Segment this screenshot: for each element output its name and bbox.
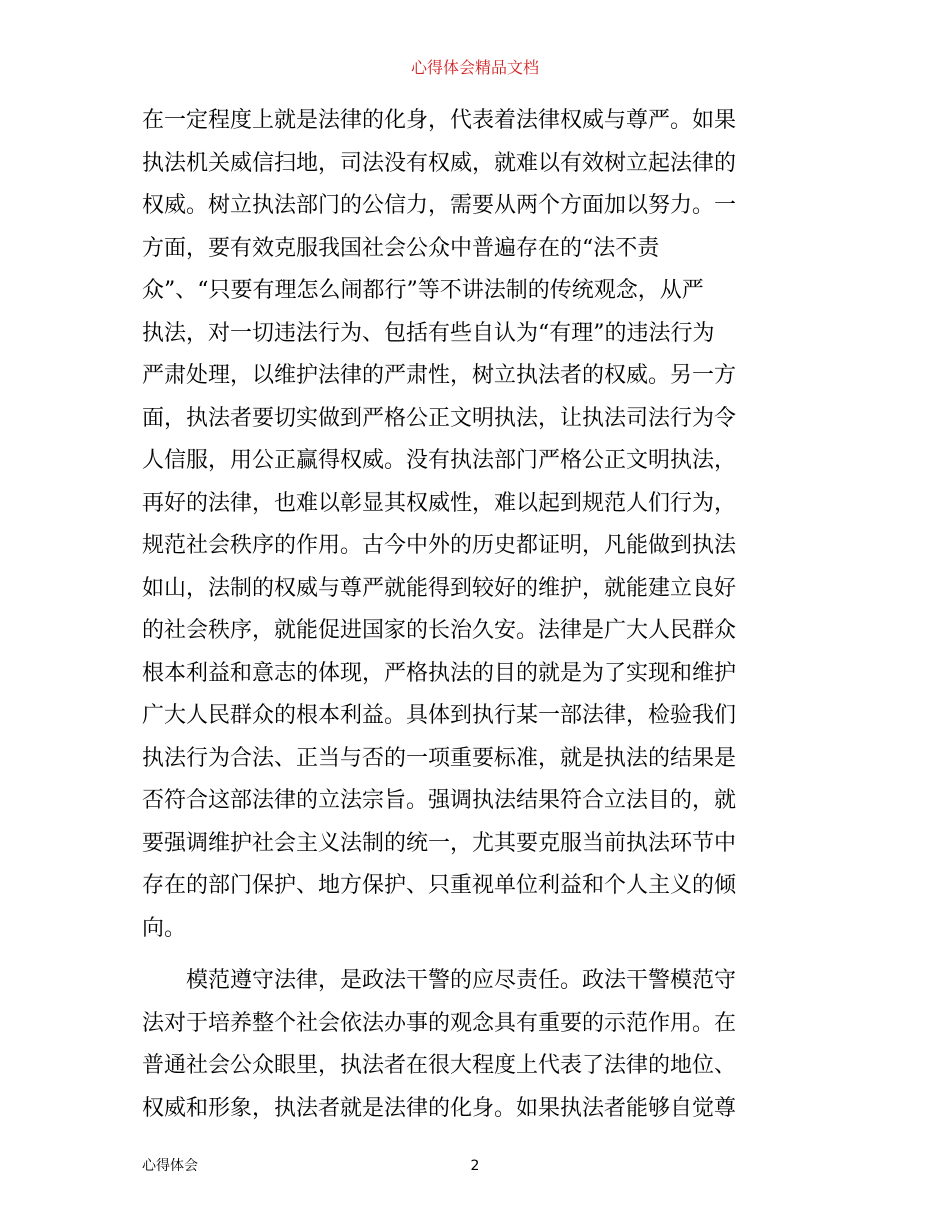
document-header: 心得体会精品文档 — [410, 58, 539, 77]
text-line: 执法，对一切违法行为、包括有些自认为“有理”的违法行为 — [142, 320, 715, 346]
text-line: 严肃处理，以维护法律的严肃性，树立执法者的权威。另一方 — [142, 363, 737, 388]
text-line: 存在的部门保护、地方保护、只重视单位利益和个人主义的倾 — [142, 873, 737, 898]
text-line: 要强调维护社会主义法制的统一，尤其要克服当前执法环节中 — [142, 830, 737, 856]
page-number: 2 — [470, 1158, 480, 1174]
text-line: 权威。树立执法部门的公信力，需要从两个方面加以努力。一 — [142, 193, 737, 218]
text-line: 向。 — [142, 915, 187, 941]
text-line: 执法行为合法、正当与否的一项重要标准，就是执法的结果是 — [142, 745, 737, 771]
text-line: 模范遵守法律，是政法干警的应尽责任。政法干警模范守 — [186, 968, 737, 993]
paragraph-1 — [142, 100, 812, 950]
footer-label: 心得体会 — [142, 1158, 198, 1174]
text-line: 众”、“只要有理怎么闹都行”等不讲法制的传统观念，从严 — [142, 278, 704, 303]
paragraph-spacer — [142, 950, 812, 960]
text-line: 再好的法律，也难以彰显其权威性，难以起到规范人们行为， — [142, 490, 737, 516]
text-line: 面，执法者要切实做到严格公正文明执法，让执法司法行为令 — [142, 405, 737, 431]
text-line: 在一定程度上就是法律的化身，代表着法律权威与尊严。如果 — [142, 108, 737, 133]
text-line: 权威和形象，执法者就是法律的化身。如果执法者能够自觉尊 — [142, 1095, 737, 1121]
text-line: 的社会秩序，就能促进国家的长治久安。法律是广大人民群众 — [142, 618, 737, 643]
text-line: 执法机关威信扫地，司法没有权威，就难以有效树立起法律的 — [142, 150, 737, 176]
text-line: 规范社会秩序的作用。古今中外的历史都证明，凡能做到执法 — [142, 533, 737, 558]
text-line: 普通社会公众眼里，执法者在很大程度上代表了法律的地位、 — [142, 1053, 737, 1078]
paragraph-2 — [142, 960, 812, 1130]
text-line: 广大人民群众的根本利益。具体到执行某一部法律，检验我们 — [142, 703, 737, 728]
text-line: 否符合这部法律的立法宗旨。强调执法结果符合立法目的，就 — [142, 788, 737, 813]
document-body — [142, 100, 812, 1130]
text-line: 方面，要有效克服我国社会公众中普遍存在的“法不责 — [142, 235, 660, 261]
text-line: 人信服，用公正赢得权威。没有执法部门严格公正文明执法， — [142, 448, 737, 473]
text-line: 根本利益和意志的体现，严格执法的目的就是为了实现和维护 — [142, 660, 737, 686]
text-line: 法对于培养整个社会依法办事的观念具有重要的示范作用。在 — [142, 1010, 737, 1036]
text-line: 如山，法制的权威与尊严就能得到较好的维护，就能建立良好 — [142, 575, 737, 601]
